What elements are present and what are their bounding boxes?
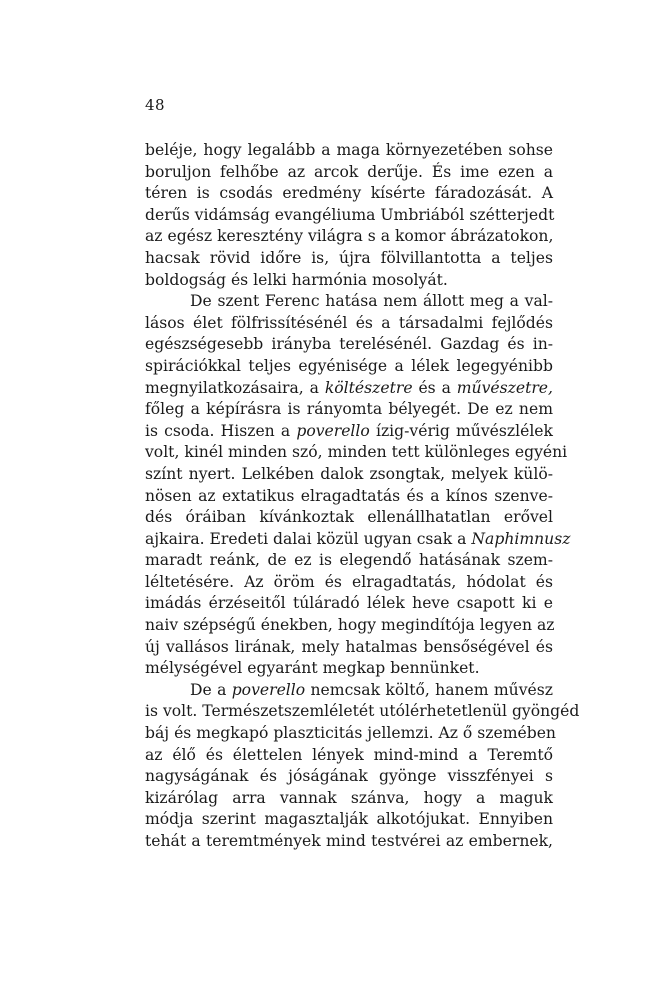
- text-segment: naiv szépségű énekben, hogy megindítója legyen az: [145, 616, 555, 635]
- text-line: [145, 291, 553, 313]
- text-segment: és a: [412, 378, 457, 397]
- text-line: [145, 615, 553, 637]
- text-segment: dés óráiban kívánkoztak ellenállhatatlan erővel: [145, 508, 553, 527]
- text-line: [145, 205, 553, 227]
- text-segment: volt, kinél minden szó, minden tett különleges egyéni: [145, 443, 568, 462]
- text-line: [145, 442, 568, 464]
- text-line: [145, 248, 553, 270]
- text-segment: derűs vidámság evangéliuma Umbriából szétterjedt: [145, 205, 555, 224]
- text-segment: egészségesebb irányba terelésénél. Gazdag és in-: [145, 335, 553, 354]
- text-segment: De szent Ferenc hatása nem állott meg a val-: [190, 292, 553, 311]
- text-segment: boldogság és lelki harmónia mosolyát.: [145, 270, 448, 289]
- body-text: [145, 140, 580, 853]
- text-segment: De a: [190, 680, 232, 699]
- text-line: [145, 788, 553, 810]
- text-segment: nemcsak költő, hanem művész: [305, 680, 553, 699]
- text-line: [145, 637, 553, 659]
- text-line: [145, 572, 553, 594]
- italic-text-segment: költészetre: [324, 378, 413, 397]
- italic-text-segment: Naphimnusz: [471, 529, 571, 548]
- italic-text-segment: poverello: [231, 680, 306, 699]
- text-segment: beléje, hogy legalább a maga környezetében sohse: [145, 141, 553, 159]
- text-segment: lásos élet fölfrissítésénél és a társadalmi fejlődés: [145, 313, 553, 332]
- text-line: [145, 507, 553, 529]
- text-segment: hacsak rövid időre is, újra fölvillantotta a teljes: [145, 248, 553, 267]
- text-line: [145, 399, 553, 421]
- text-segment: boruljon felhőbe az arcok derűje. És ime ezen a: [145, 162, 553, 181]
- text-line: [145, 766, 553, 788]
- text-line: [145, 550, 553, 572]
- text-line: [145, 464, 553, 486]
- text-line: [145, 486, 553, 508]
- text-segment: imádás érzéseitől túláradó lélek heve csapott ki e: [145, 594, 553, 613]
- text-segment: színt nyert. Lelkében dalok zsongtak, melyek külö-: [145, 464, 553, 483]
- text-line: [145, 140, 553, 162]
- text-segment: új vallásos lirának, mely hatalmas bensőségével és: [145, 637, 553, 656]
- text-line: [145, 701, 580, 723]
- text-segment: nagyságának és jóságának gyönge visszfényei s: [145, 767, 553, 786]
- text-line: [145, 334, 553, 356]
- text-line: [145, 593, 553, 615]
- text-line: [145, 378, 553, 400]
- text-line: [145, 162, 553, 184]
- text-segment: nösen az extatikus elragadtatás és a kínos szenve-: [145, 486, 553, 505]
- text-line: [145, 183, 553, 205]
- text-line: [145, 421, 553, 443]
- text-line: [145, 745, 553, 767]
- page-number: 48: [145, 96, 166, 114]
- text-line: [145, 356, 553, 378]
- text-segment: báj és megkapó plaszticitás jellemzi. Az ő szemében: [145, 724, 556, 743]
- text-line: [145, 658, 553, 680]
- text-segment: kizárólag arra vannak szánva, hogy a maguk: [145, 788, 553, 807]
- text-segment: tehát a teremtmények mind testvérei az embernek,: [145, 832, 553, 850]
- text-segment: is csoda. Hiszen a: [145, 421, 297, 440]
- italic-text-segment: művészetre,: [456, 378, 553, 397]
- text-segment: az élő és élettelen lények mind-mind a Teremtő: [145, 745, 553, 764]
- text-segment: léltetésére. Az öröm és elragadtatás, hódolat és: [145, 572, 553, 591]
- text-line: [145, 723, 556, 745]
- text-segment: az egész keresztény világra s a komor ábrázatokon,: [145, 227, 554, 246]
- text-segment: módja szerint magasztalják alkotójukat. Ennyiben: [145, 810, 553, 829]
- text-segment: is volt. Természetszemléletét utólérhetetlenül gyöngéd: [145, 702, 580, 721]
- text-segment: maradt reánk, de ez is elegendő hatásának szem-: [145, 551, 553, 570]
- italic-text-segment: poverello: [296, 421, 370, 440]
- text-segment: mélységével egyaránt megkap bennünket.: [145, 659, 480, 678]
- text-line: [145, 809, 553, 831]
- text-line: [145, 831, 553, 853]
- text-segment: ajkaira. Eredeti dalai közül ugyan csak a: [145, 529, 472, 548]
- text-segment: ízig-vérig művészlélek: [369, 421, 553, 440]
- text-line: [145, 226, 553, 248]
- text-line: [145, 680, 553, 702]
- text-line: [145, 270, 553, 292]
- text-segment: főleg a képírásra is rányomta bélyegét. De ez nem: [145, 400, 553, 419]
- text-line: [145, 529, 571, 551]
- text-segment: téren is csodás eredmény kísérte fáradozását. A: [145, 184, 553, 203]
- text-line: [145, 313, 553, 335]
- text-segment: megnyilatkozásaira, a: [145, 378, 325, 397]
- text-segment: spirációkkal teljes egyénisége a lélek legegyénibb: [145, 356, 553, 375]
